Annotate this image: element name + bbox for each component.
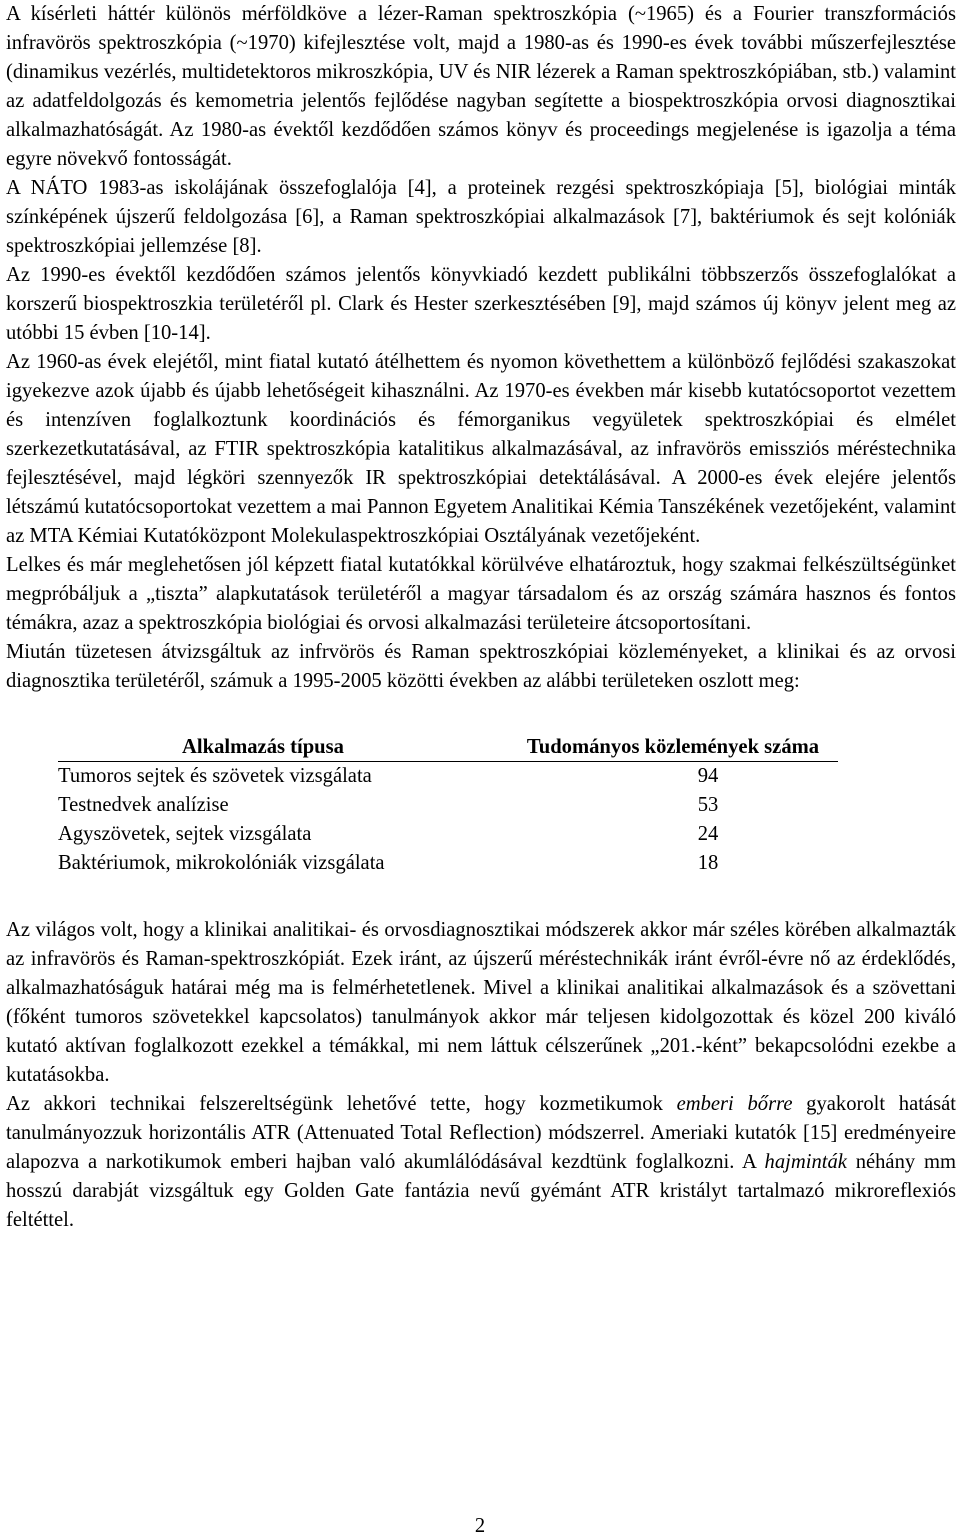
publications-table (58, 733, 838, 878)
atr-text-part-2: gyakorolt hatását tanulmányozzuk horizontális ATR (Attenuated Total Reflection) módszerrel. Ameriaki kutatók [15] eredményeire alapozva a narkotikumok emberi hajban való akumlálódásával kezdtünk foglalkozni. A (6, 1093, 956, 1173)
paragraph-history-milestones: A kísérleti háttér különös mérföldköve a lézer-Raman spektroszkópia (~1965) és a Fourier transzformációs infravörös spektroszkópia (~1970) kifejlesztése volt, majd a 1980-as és 1990-es évek további műszerfejlesztése (dinamikus vezérlés, multidetektoros mikroszkópia, UV és NIR lézerek a Raman spektroszkópiában, stb.) valamint az adatfeldolgozás és kemometria jelentős fejlődése nagyban segítette a biospektroszkópia orvosi diagnosztikai alkalmazhatóságát. Az 1980-as évektől kezdődően számos könyv és proceedings megjelenése is igazolja a téma egyre növekvő fontosságát. (6, 3, 956, 170)
atr-italic-skin: emberi bőrre (676, 1093, 793, 1115)
atr-text-part-1: Az akkori technikai felszereltségünk lehetővé tette, hogy kozmetikumok (6, 1093, 677, 1115)
page-number: 2 (474, 1515, 486, 1537)
table-header-row (58, 733, 838, 762)
document-page (6, 0, 956, 1235)
row-application-type: Tumoros sejtek és szövetek vizsgálata (58, 765, 372, 787)
paragraph-atr-research (6, 1090, 956, 1235)
paragraph-clinical-conclusion: Az világos volt, hogy a klinikai analitikai- és orvosdiagnosztikai módszerek akkor már széles körében alkalmazták az infravörös és Raman-spektroszkópiát. Ezek iránt, az újszerű méréstechnikák iránt évről-évre nő az érdeklődés, alkalmazhatóságuk határai még ma is felmérhetetlenek. Mivel a klinikai analitikai alkalmazások és a szövettani (főként tumoros szövetekkel kapcsolatos) tanulmányok akkor már teljesen kidolgozottak és közel 200 kiváló kutató aktívan foglalkozott ezekkel a témákkal, mi nem láttuk célszerűnek „201.-ként” bekapcsolódni ezekbe a kutatásokba. (6, 919, 956, 1086)
paragraph-1990s-books: Az 1990-es évektől kezdődően számos jelentős könyvkiadó kezdett publikálni többszerzős összefoglalókat a korszerű biospektroszkia területéről pl. Clark és Hester szerkesztésében [9], majd számos új könyv jelent meg az utóbbi 15 évben [10-14]. (6, 264, 956, 344)
table-row (58, 762, 838, 792)
paragraph-research-decision: Lelkes és már meglehetősen jól képzett fiatal kutatókkal körülvéve elhatároztuk, hogy szakmai felkészültségünket megpróbáljuk a „tiszta” alapkutatások területéről a magyar társadalom és az ország számára hasznos és fontos témákra, azaz a spektroszkópia biológiai és orvosi alkalmazási területeire átcsoportosítani. (6, 554, 956, 634)
table-row (58, 849, 838, 878)
row-publication-count: 53 (697, 794, 719, 816)
row-publication-count: 18 (697, 852, 719, 874)
atr-italic-hair-samples: hajminták (764, 1151, 847, 1173)
header-application-type: Alkalmazás típusa (58, 733, 508, 762)
publications-table-container (58, 733, 838, 878)
table-row (58, 791, 838, 820)
header-publication-count: Tudományos közlemények száma (508, 733, 838, 762)
paragraph-literature-review: Miután tüzetesen átvizsgáltuk az infrvörös és Raman spektroszkópiai közleményeket, a klinikai és az orvosi diagnosztika területéről, számuk a 1995-2005 közötti években az alábbi területeken oszlott meg: (6, 641, 956, 692)
row-application-type: Agyszövetek, sejtek vizsgálata (58, 823, 312, 845)
table-row (58, 820, 838, 849)
paragraph-nato-school: A NÁTO 1983-as iskolájának összefoglalója [4], a proteinek rezgési spektroszkópiaja [5], biológiai minták színképének újszerű feldolgozása [6], a Raman spektroszkópiai alkalmazások [7], baktériumok és sejt kolóniák spektroszkópiai jellemzése [8]. (6, 177, 956, 257)
paragraph-personal-research: Az 1960-as évek elejétől, mint fiatal kutató átélhettem és nyomon követhettem a különböző fejlődési szakaszokat igyekezve azok újabb és újabb lehetőségeit kihasználni. Az 1970-es években már kisebb kutatócsoportot vezettem és intenzíven foglalkoztunk koordinációs és fémorganikus vegyületek spektroszkópiai és elmélet szerkezetkutatásával, az FTIR spektroszkópia katalitikus alkalmazásával, az infravörös emissziós méréstechnika fejlesztésével, majd légköri szennyezők IR spektroszkópiai detektálásával. A 2000-es évek elejére jelentős létszámú kutatócsoportokat vezettem a mai Pannon Egyetem Analitikai Kémia Tanszékének vezetőjeként, valamint az MTA Kémiai Kutatóközpont Molekulaspektroszkópiai Osztályának vezetőjeként. (6, 351, 956, 547)
row-publication-count: 94 (697, 765, 719, 787)
row-publication-count: 24 (697, 823, 719, 845)
atr-text-part-3: néhány mm hosszú darabját vizsgáltuk egy Golden Gate fantázia nevű gyémánt ATR kristályt tartalmazó mikroreflexiós feltéttel. (6, 1151, 956, 1231)
row-application-type: Testnedvek analízise (58, 794, 229, 816)
row-application-type: Baktériumok, mikrokolóniák vizsgálata (58, 852, 385, 874)
